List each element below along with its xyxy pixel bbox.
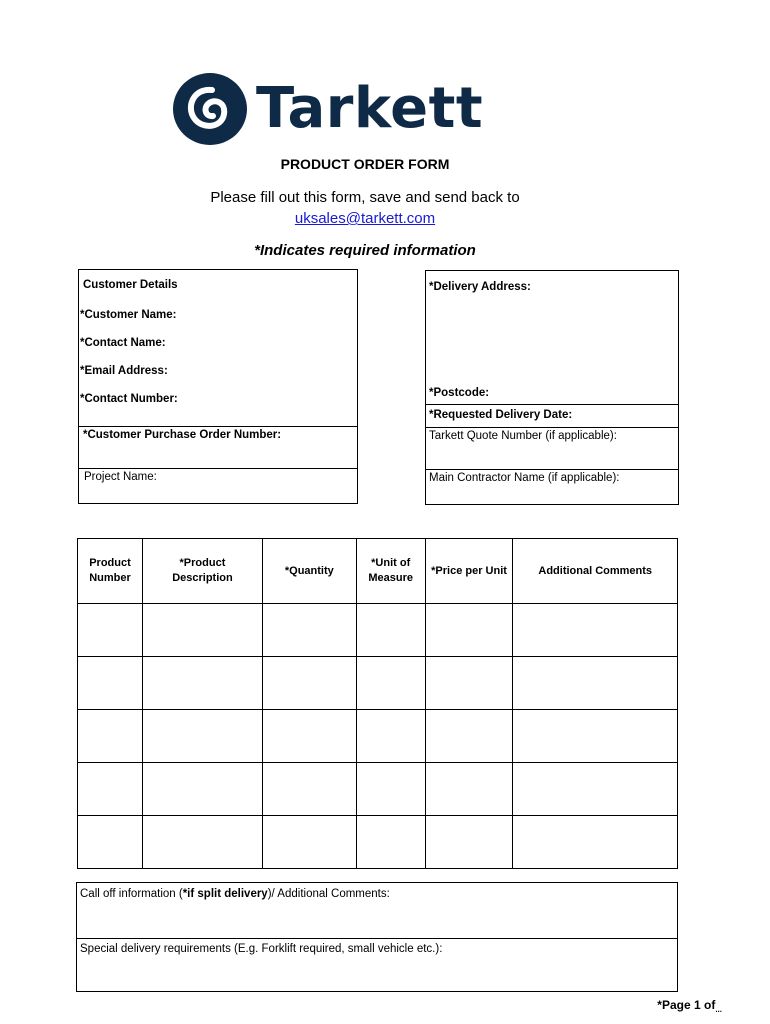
tarkett-swirl-icon [172, 72, 248, 146]
cell-unit-of-measure[interactable] [356, 657, 425, 710]
email-address-label[interactable]: *Email Address: [80, 365, 168, 377]
col-header-unit-of-measure: *Unit of Measure [356, 539, 425, 604]
cell-quantity[interactable] [262, 763, 356, 816]
project-name-label[interactable]: Project Name: [84, 471, 157, 483]
cell-price-per-unit[interactable] [425, 763, 513, 816]
col-header-quantity: *Quantity [262, 539, 356, 604]
cell-quantity[interactable] [262, 710, 356, 763]
po-number-label[interactable]: *Customer Purchase Order Number: [83, 429, 282, 441]
cell-quantity[interactable] [262, 604, 356, 657]
cell-quantity[interactable] [262, 657, 356, 710]
col-header-product-number: Product Number [78, 539, 143, 604]
customer-name-label[interactable]: *Customer Name: [80, 309, 177, 321]
customer-details-box [78, 269, 358, 504]
cell-quantity[interactable] [262, 816, 356, 869]
page-number-text: *Page 1 of [657, 998, 716, 1012]
cell-additional-comments[interactable] [513, 710, 678, 763]
cell-unit-of-measure[interactable] [356, 710, 425, 763]
cell-additional-comments[interactable] [513, 657, 678, 710]
required-note: *Indicates required information [254, 242, 476, 259]
cell-price-per-unit[interactable] [425, 816, 513, 869]
cell-price-per-unit[interactable] [425, 710, 513, 763]
table-row [78, 816, 678, 869]
col-header-price-per-unit: *Price per Unit [425, 539, 513, 604]
cell-product-number[interactable] [78, 763, 143, 816]
col-header-additional-comments: Additional Comments [513, 539, 678, 604]
delivery-address-label[interactable]: *Delivery Address: [429, 281, 531, 293]
cell-product-number[interactable] [78, 657, 143, 710]
form-instruction: Please fill out this form, save and send back to [210, 189, 520, 206]
tarkett-logo [172, 72, 518, 146]
table-row [78, 763, 678, 816]
email-line [0, 210, 730, 227]
divider [79, 468, 357, 469]
table-header-row [78, 539, 678, 604]
main-contractor-label[interactable]: Main Contractor Name (if applicable): [429, 472, 620, 484]
cell-product-number[interactable] [78, 816, 143, 869]
cell-product-description[interactable] [142, 604, 262, 657]
calloff-prefix: Call off information ( [80, 888, 183, 900]
table-row [78, 710, 678, 763]
cell-unit-of-measure[interactable] [356, 604, 425, 657]
email-link[interactable]: uksales@tarkett.com [294, 210, 436, 227]
cell-product-description[interactable] [142, 657, 262, 710]
col-header-product-description: *Product Description [142, 539, 262, 604]
cell-additional-comments[interactable] [513, 816, 678, 869]
contact-name-label[interactable]: *Contact Name: [80, 337, 166, 349]
cell-product-number[interactable] [78, 604, 143, 657]
postcode-label[interactable]: *Postcode: [429, 387, 490, 399]
cell-additional-comments[interactable] [513, 763, 678, 816]
contact-number-label[interactable]: *Contact Number: [80, 393, 178, 405]
additional-info-box [76, 882, 678, 992]
cell-unit-of-measure[interactable] [356, 763, 425, 816]
page-number-suffix: ... [715, 1005, 722, 1014]
calloff-bold: *if split delivery [182, 888, 268, 900]
cell-product-description[interactable] [142, 763, 262, 816]
divider [426, 427, 678, 428]
divider [77, 938, 677, 939]
cell-price-per-unit[interactable] [425, 604, 513, 657]
cell-additional-comments[interactable] [513, 604, 678, 657]
quote-number-label[interactable]: Tarkett Quote Number (if applicable): [429, 430, 617, 442]
cell-price-per-unit[interactable] [425, 657, 513, 710]
page-number [657, 998, 722, 1014]
delivery-details-box [425, 270, 679, 505]
requested-date-label[interactable]: *Requested Delivery Date: [429, 409, 573, 421]
divider [426, 404, 678, 405]
order-items-table [77, 538, 678, 869]
form-title: PRODUCT ORDER FORM [280, 156, 450, 172]
cell-product-description[interactable] [142, 710, 262, 763]
table-row [78, 657, 678, 710]
cell-unit-of-measure[interactable] [356, 816, 425, 869]
table-row [78, 604, 678, 657]
cell-product-number[interactable] [78, 710, 143, 763]
calloff-label[interactable] [80, 888, 390, 900]
special-delivery-label[interactable]: Special delivery requirements (E.g. Forklift required, small vehicle etc.): [80, 943, 443, 955]
customer-details-heading: Customer Details [83, 279, 178, 291]
calloff-suffix: )/ Additional Comments: [267, 888, 390, 900]
cell-product-description[interactable] [142, 816, 262, 869]
divider [79, 426, 357, 427]
logo-wordmark: Tarkett [256, 76, 484, 141]
divider [426, 469, 678, 470]
